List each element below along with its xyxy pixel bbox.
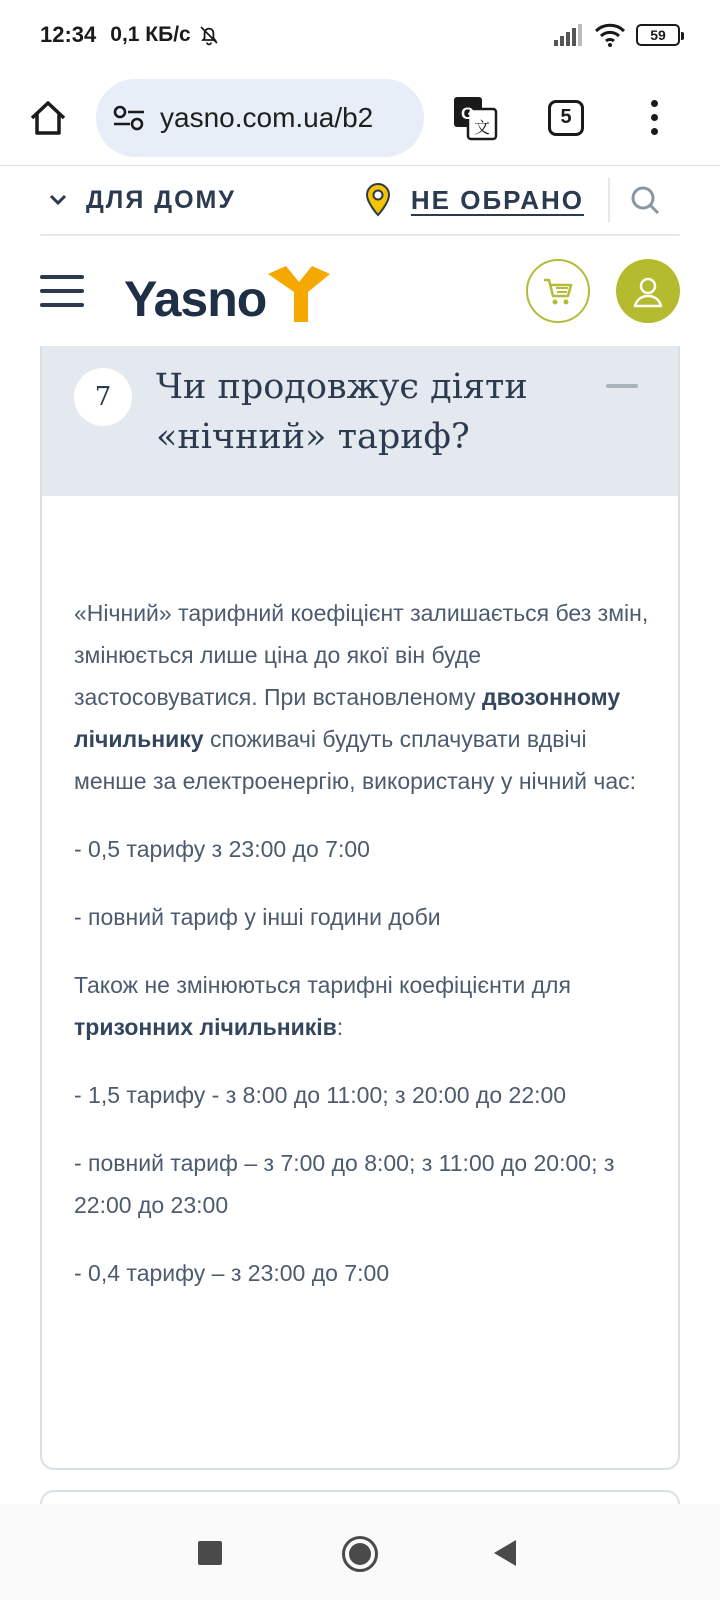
- faq-item-header[interactable]: [42, 346, 678, 496]
- battery-indicator: [636, 24, 680, 46]
- tab-switcher-button[interactable]: [548, 100, 584, 136]
- tariff-item: - 1,5 тарифу - з 8:00 до 11:00; з 20:00 до 22:00: [74, 1082, 567, 1108]
- translate-icon: [452, 95, 498, 141]
- url-text: yasno.com.ua/b2: [160, 101, 374, 133]
- bold-term-two-zone: двозонному лічильнику: [74, 684, 621, 752]
- bold-term-three-zone: тризонних лічильників: [74, 1014, 337, 1040]
- svg-text:文: 文: [474, 117, 491, 137]
- location-selector[interactable]: [363, 183, 584, 217]
- answer-paragraph-1: «Нічний» тарифний коефіцієнт залишається без змін, змінюється лише ціна до якої він буде застосовуватися. При встановленому двозонному лічильнику споживачі будуть сплачувати вдвічі менше за електроенергію, використану у нічний час:: [74, 600, 649, 794]
- site-header: [40, 236, 680, 346]
- tab-count: 5: [560, 106, 572, 128]
- status-time: 12:34: [40, 22, 97, 47]
- segment-selector[interactable]: [48, 186, 236, 215]
- browser-toolbar: [0, 70, 720, 166]
- translate-button[interactable]: [450, 93, 500, 143]
- location-pin-icon: [363, 183, 393, 217]
- system-navigation-bar: [0, 1504, 720, 1600]
- status-bar: [0, 0, 720, 70]
- back-button[interactable]: [494, 1540, 516, 1566]
- faq-answer: [74, 592, 654, 1320]
- signal-icon: [554, 24, 584, 46]
- home-nav-button[interactable]: [342, 1536, 378, 1572]
- hamburger-menu-button[interactable]: [40, 275, 84, 307]
- tariff-item: - повний тариф – з 7:00 до 8:00; з 11:00 до 20:00; з 22:00 до 23:00: [74, 1150, 615, 1218]
- browser-menu-button[interactable]: [642, 94, 666, 142]
- home-icon: [28, 98, 68, 138]
- faq-item-expanded: [40, 346, 680, 1470]
- faq-question: Чи продовжує діяти «нічний» тариф?: [156, 367, 528, 457]
- logo-mark-icon: [264, 264, 334, 326]
- logo-text: Yasno: [124, 271, 267, 327]
- tariff-item: - 0,5 тарифу з 23:00 до 7:00: [74, 836, 370, 862]
- wifi-icon: [594, 23, 626, 47]
- answer-paragraph-2: Також не змінюються тарифні коефіцієнти для тризонних лічильників:: [74, 972, 571, 1040]
- user-icon: [631, 274, 665, 308]
- faq-item-number: 7: [74, 368, 132, 426]
- chevron-down-icon: [48, 193, 68, 207]
- address-bar[interactable]: [96, 79, 424, 157]
- cart-button[interactable]: [526, 259, 590, 323]
- tariff-item: - 0,4 тарифу – з 23:00 до 7:00: [74, 1260, 390, 1286]
- search-button[interactable]: [610, 175, 680, 225]
- battery-level: 59: [650, 27, 666, 43]
- account-button[interactable]: [616, 259, 680, 323]
- location-label: НЕ ОБРАНО: [410, 184, 584, 215]
- segment-label: ДЛЯ ДОМУ: [86, 185, 236, 214]
- home-button[interactable]: [24, 94, 72, 142]
- site-top-bar: [40, 166, 680, 236]
- yasno-logo[interactable]: [124, 256, 334, 326]
- search-icon: [630, 185, 660, 215]
- collapse-minus-icon[interactable]: [606, 384, 638, 388]
- tariff-item: - повний тариф у інші години доби: [74, 904, 441, 930]
- cart-icon: [542, 276, 574, 306]
- muted-bell-icon: [197, 23, 221, 47]
- recents-button[interactable]: [198, 1541, 222, 1565]
- svg-text:G: G: [461, 103, 475, 123]
- site-settings-icon[interactable]: [112, 103, 146, 133]
- status-network-speed: 0,1 КБ/с: [110, 23, 191, 46]
